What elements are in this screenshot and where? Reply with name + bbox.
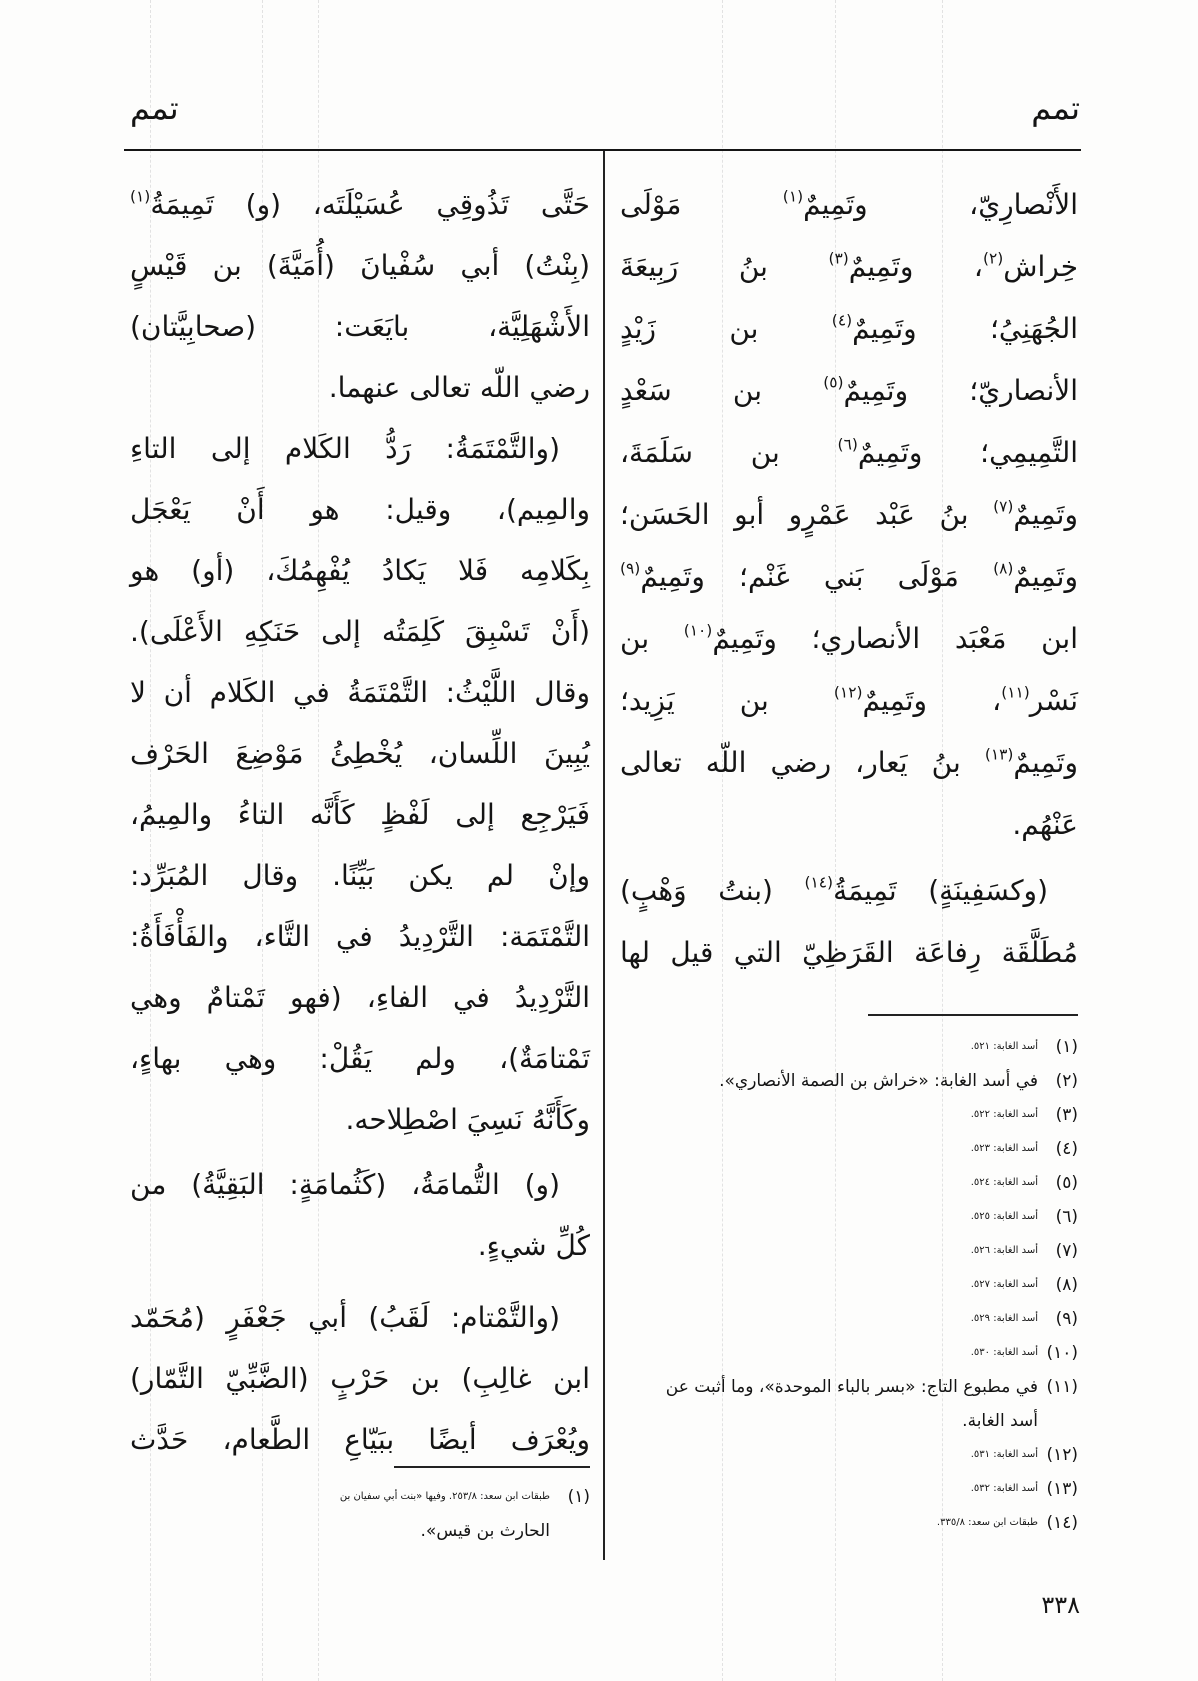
footnote-item <box>648 1200 1078 1234</box>
footnote-text-content: أسد الغابة: ٥٢٦. <box>970 1245 1038 1256</box>
text-line-content <box>130 615 590 648</box>
text-line-content <box>130 1042 590 1075</box>
text-line <box>130 418 590 479</box>
text-line-content <box>130 737 590 770</box>
footnote-number: (٢) <box>1055 1071 1078 1091</box>
footnote-text <box>648 1438 1038 1472</box>
text-line-content <box>620 250 1078 283</box>
text-line-content <box>345 1103 590 1136</box>
footnote-rule-left <box>394 1466 590 1468</box>
footnote-marker: (٣) <box>828 249 849 268</box>
footnote-text <box>648 1336 1038 1370</box>
footnote-text-line <box>648 1472 1038 1506</box>
footnote-number: (١٣) <box>1046 1479 1078 1499</box>
footnote-item <box>648 1302 1078 1336</box>
text-segment: حَتَّى تَذُوقِي عُسَيْلَتَه، (و) تَمِيمَةُ <box>150 188 590 221</box>
text-line <box>130 235 590 296</box>
footnote-text-content: الحارث بن قيس». <box>420 1521 550 1541</box>
text-segment: مَوْلَى <box>620 188 783 221</box>
text-segment: مَوْلَى بَني غَنْم؛ وتَمِيمٌ <box>640 560 994 593</box>
left-column <box>130 174 590 1470</box>
footnote-text-line <box>648 1234 1038 1268</box>
footnote-text-line <box>648 1030 1038 1064</box>
footnote-text-content: أسد الغابة: ٥٢٣. <box>970 1143 1038 1154</box>
text-line-content <box>130 1423 590 1456</box>
text-line-content <box>620 936 1078 969</box>
text-segment: وتَمِيمٌ <box>1013 746 1078 779</box>
text-line <box>130 845 590 906</box>
footnote-text-content: أسد الغابة: ٥٢٢. <box>970 1109 1038 1120</box>
text-segment: ، وتَمِيمٌ <box>862 684 1002 717</box>
footnote-number: (١٠) <box>1046 1343 1078 1363</box>
footnote-text-line <box>648 1506 1038 1540</box>
footnote-text-line <box>648 1438 1038 1472</box>
text-segment: يُبِينَ اللِّسان، يُخْطِئُ مَوْضِعَ الحَرْف <box>130 737 590 770</box>
text-line <box>130 1409 590 1470</box>
footnotes-left <box>128 1480 590 1548</box>
paragraph <box>130 1287 590 1470</box>
paragraph <box>130 418 590 1150</box>
text-line <box>130 967 590 1028</box>
footnote-text-content: أسد الغابة: ٥٢٥. <box>970 1211 1038 1222</box>
footnote-marker: (٦) <box>837 435 858 454</box>
footnote-text-content: أسد الغابة: ٥٢٧. <box>970 1279 1038 1290</box>
text-segment: بنُ عَبْد عَمْرٍو أبو الحَسَن؛ <box>620 498 994 531</box>
footnote-marker: (٧) <box>993 497 1014 516</box>
text-line-content <box>620 498 1078 531</box>
text-segment: بن سَلَمَةَ، <box>620 436 838 469</box>
footnote-text-content: أسد الغابة: ٥٣٠. <box>970 1347 1038 1358</box>
footnote-text-line <box>648 1064 1038 1098</box>
text-line-content <box>620 746 1078 779</box>
text-segment: ، وتَمِيمٌ <box>848 250 983 283</box>
footnote-text-content: طبقات ابن سعد: ٣٣٥/٨. <box>936 1517 1038 1528</box>
footnote-item <box>648 1166 1078 1200</box>
text-line-content <box>130 554 590 587</box>
text-line-content <box>620 874 1048 907</box>
text-segment: الأَشْهَلِيَّة، بايَعَت: (صحابِيَّتان) <box>130 310 590 343</box>
text-line-content <box>478 1229 590 1262</box>
text-line <box>130 1348 590 1409</box>
text-segment: الجُهَنِيُ؛ وتَمِيمٌ <box>852 312 1079 345</box>
text-line-content <box>130 1362 590 1395</box>
text-line <box>620 670 1078 732</box>
footnote-item <box>648 1336 1078 1370</box>
footnote-marker: (١) <box>782 187 804 206</box>
footnote-text-line <box>648 1200 1038 1234</box>
text-line <box>130 174 590 235</box>
footnote-text <box>648 1268 1038 1302</box>
footnote-marker: (١٤) <box>804 873 834 892</box>
footnote-text-content: أسد الغابة: ٥٢٩. <box>970 1313 1038 1324</box>
text-line-content <box>130 249 590 282</box>
footnote-text <box>648 1234 1038 1268</box>
text-line <box>130 906 590 967</box>
text-line-content <box>620 374 1078 407</box>
page-number: ٣٣٨ <box>1041 1591 1080 1619</box>
footnote-marker: (١٢) <box>833 683 863 702</box>
footnote-item <box>648 1098 1078 1132</box>
text-segment: وتَمِيمٌ <box>1013 498 1078 531</box>
text-segment: والمِيم)، وقيل: هو أَنْ يَعْجَل <box>130 493 590 526</box>
text-segment: بن زَيْدٍ <box>620 312 832 345</box>
text-segment: (بنتُ وَهْبٍ) <box>620 874 805 907</box>
text-line <box>620 732 1078 794</box>
text-line-content <box>620 436 1078 469</box>
text-segment: ابن مَعْبَد الأنصاري؛ وتَمِيمٌ <box>712 622 1078 655</box>
text-segment: (وكسَفِينَةٍ) تَمِيمَةُ <box>833 874 1048 907</box>
text-line <box>620 360 1078 422</box>
footnote-number: (٥) <box>1055 1173 1078 1193</box>
text-line <box>620 922 1078 984</box>
text-segment: بنُ رَبِيعَةَ <box>620 250 829 283</box>
text-line-content <box>130 1301 560 1334</box>
text-line <box>620 794 1078 856</box>
footnote-item <box>648 1132 1078 1166</box>
footnote-number: (١) <box>1055 1037 1078 1057</box>
text-line <box>620 546 1078 608</box>
footnote-number: (٤) <box>1055 1139 1078 1159</box>
text-segment: الأنصاريّ؛ وتَمِيمٌ <box>843 374 1079 407</box>
text-line-content <box>130 188 590 221</box>
text-line <box>130 296 590 357</box>
text-line <box>130 1154 590 1215</box>
column-divider <box>603 151 605 1560</box>
footnote-marker: (٥) <box>823 373 844 392</box>
text-line <box>620 608 1078 670</box>
footnotes-right <box>648 1030 1078 1540</box>
text-segment: (و) التُّمامَةُ، (كَثُمامَةٍ: البَقِيَّةُ) من <box>130 1168 560 1201</box>
text-segment: بن سَعْدٍ <box>620 374 824 407</box>
text-segment: التَّرْدِيدُ في الفاءِ، (فهو تَمْتامٌ وهي <box>130 981 590 1014</box>
text-line-content <box>130 493 590 526</box>
paragraph <box>620 860 1078 984</box>
text-segment: بن <box>620 622 684 655</box>
text-line-content <box>130 981 590 1014</box>
text-segment: التَّمِيمِي؛ وتَمِيمٌ <box>857 436 1079 469</box>
footnote-item <box>648 1506 1078 1540</box>
text-segment: بن يَزِيد؛ <box>620 684 834 717</box>
text-line-content <box>130 432 560 465</box>
footnote-marker: (٨) <box>993 559 1014 578</box>
text-segment: عَنْهُم. <box>1012 808 1078 841</box>
footnote-marker: (١) <box>130 187 151 206</box>
footnote-marker: (٢) <box>982 249 1004 268</box>
text-segment: وكَأَنَّهُ نَسِيَ اصْطِلاحه. <box>345 1103 590 1136</box>
text-segment: وقال اللَّيْثُ: التَّمْتَمَةُ في الكَلام أن لا <box>130 676 590 709</box>
text-line <box>130 540 590 601</box>
footnote-text-line <box>648 1336 1038 1370</box>
footnote-text-line <box>648 1268 1038 1302</box>
running-header-right: تمم <box>1031 89 1080 127</box>
footnote-text-content: أسد الغابة: ٥٣٢. <box>970 1483 1038 1494</box>
footnote-text-content: في مطبوع التاج: «بسر بالباء الموحدة»، وما أثبت عن <box>665 1377 1038 1397</box>
footnote-text-content: طبقات ابن سعد: ٢٥٣/٨. وفيها «بنت أبي سفيان بن <box>339 1491 550 1502</box>
footnote-marker: (١٣) <box>984 745 1014 764</box>
footnote-item <box>128 1480 590 1548</box>
text-line <box>620 484 1078 546</box>
footnote-text-content: في أسد الغابة: «خراش بن الصمة الأنصاري». <box>719 1071 1038 1091</box>
footnote-number: (٨) <box>1055 1275 1078 1295</box>
text-line-content <box>620 560 1078 593</box>
text-segment: (والتَّمْتام: لَقَبُ) أبي جَعْفَرٍ (مُحَمّد <box>130 1301 560 1334</box>
footnote-text-line <box>648 1166 1038 1200</box>
footnote-number: (١٤) <box>1046 1513 1078 1533</box>
text-line <box>130 479 590 540</box>
text-segment: ابن غالِبِ) بن حَرْبٍ (الضَّبِّيّ التَّمّار) <box>130 1362 590 1395</box>
footnote-item <box>648 1438 1078 1472</box>
footnote-marker: (١٠) <box>683 621 713 640</box>
text-line <box>130 662 590 723</box>
footnote-item <box>648 1030 1078 1064</box>
text-line-content <box>329 371 590 404</box>
footnote-text-line <box>648 1132 1038 1166</box>
text-line-content <box>130 920 590 953</box>
footnote-text-content: أسد الغابة: ٥٣١. <box>970 1449 1038 1460</box>
text-segment: بِكَلامِه فَلا يَكادُ يُفْهِمُكَ، (أو) هو <box>130 554 590 587</box>
footnote-rule-right <box>868 1014 1078 1016</box>
footnote-number: (٦) <box>1055 1207 1078 1227</box>
text-segment: (أَنْ تَسْبِقَ كَلِمَتُه إلى حَنَكِهِ الأَعْلَى). <box>130 615 590 648</box>
text-line-content <box>620 684 1078 717</box>
footnote-text-content: أسد الغابة. <box>962 1411 1038 1431</box>
text-segment: الأَنْصارِيّ، وتَمِيمٌ <box>803 188 1078 221</box>
footnote-text <box>648 1098 1038 1132</box>
footnote-item <box>648 1472 1078 1506</box>
text-segment: ويُعْرَف أيضًا ببَيّاعِ الطَّعام، حَدَّث <box>130 1423 590 1456</box>
footnote-number: (٩) <box>1055 1309 1078 1329</box>
text-segment: رضي اللّه تعالى عنهما. <box>328 371 590 404</box>
footnote-text <box>648 1472 1038 1506</box>
text-segment: كُلِّ شيءٍ. <box>477 1229 590 1262</box>
paragraph <box>620 174 1078 856</box>
footnote-text <box>648 1506 1038 1540</box>
text-segment: نَسْر <box>1029 684 1078 717</box>
footnote-text <box>648 1370 1038 1438</box>
footnote-text <box>648 1030 1038 1064</box>
text-line-content <box>130 859 590 892</box>
footnote-item <box>648 1370 1078 1438</box>
footnote-marker: (٩) <box>620 559 641 578</box>
footnote-item <box>648 1234 1078 1268</box>
footnote-text-line <box>648 1098 1038 1132</box>
text-segment: فَيَرْجِع إلى لَفْظٍ كَأَنَّه التاءُ والمِيمُ، <box>130 798 590 831</box>
footnote-text <box>648 1132 1038 1166</box>
text-segment: وإنْ لم يكن بَيِّنًا. وقال المُبَرِّد: <box>130 859 590 892</box>
text-line-content <box>130 310 590 343</box>
text-line <box>620 422 1078 484</box>
text-line <box>620 298 1078 360</box>
text-segment: مُطَلَّقَة رِفاعَة القَرَظِيّ التي قيل لها <box>620 936 1078 969</box>
footnote-text-line <box>648 1370 1038 1404</box>
text-line-content <box>130 1168 560 1201</box>
text-line <box>130 723 590 784</box>
footnote-text-content: أسد الغابة: ٥٢١. <box>970 1041 1038 1052</box>
footnote-text-line <box>128 1480 550 1514</box>
text-segment: التَّمْتَمَة: التَّرْدِيدُ في التَّاء، والفَأْفَأَةُ: <box>130 920 590 953</box>
footnote-number: (٧) <box>1055 1241 1078 1261</box>
footnote-text <box>648 1166 1038 1200</box>
text-line <box>130 1215 590 1276</box>
paragraph <box>130 1154 590 1276</box>
running-header-left: تمم <box>130 89 179 127</box>
footnote-number: (١٢) <box>1046 1445 1078 1465</box>
text-line <box>620 174 1078 236</box>
text-line <box>130 784 590 845</box>
footnote-text-content: أسد الغابة: ٥٢٤. <box>970 1177 1038 1188</box>
text-segment: (بِنْتُ) أبي سُفْيانَ (أُمَيَّةَ) بن قَيْسٍ <box>130 249 590 282</box>
footnote-text <box>128 1480 550 1548</box>
text-line-content <box>130 676 590 709</box>
footnote-number: (١) <box>567 1487 590 1507</box>
footnote-text <box>648 1064 1038 1098</box>
footnote-text-line <box>648 1302 1038 1336</box>
text-line-content <box>130 798 590 831</box>
text-segment: بنُ يَعار، رضي اللّه تعالى <box>620 746 985 779</box>
footnote-marker: (٤) <box>831 311 853 330</box>
footnote-number: (٣) <box>1055 1105 1078 1125</box>
text-line <box>130 1287 590 1348</box>
text-line <box>620 860 1078 922</box>
footnote-number: (١١) <box>1046 1377 1078 1397</box>
text-segment: تَمْتامَةٌ)، ولم يَقُلْ: وهي بهاءٍ، <box>130 1042 590 1075</box>
footnote-marker: (١١) <box>1001 683 1030 702</box>
text-line-content <box>620 312 1078 345</box>
text-line <box>130 601 590 662</box>
footnote-text <box>648 1200 1038 1234</box>
text-line <box>130 1028 590 1089</box>
right-column <box>620 174 1078 984</box>
text-segment: خِراش <box>1003 250 1078 283</box>
paragraph <box>130 174 590 418</box>
text-segment: وتَمِيمٌ <box>1013 560 1078 593</box>
text-line <box>130 357 590 418</box>
footnote-item <box>648 1064 1078 1098</box>
text-line <box>130 1089 590 1150</box>
footnote-text-line <box>128 1514 550 1548</box>
text-line-content <box>620 188 1078 221</box>
text-line-content <box>620 622 1078 655</box>
footnote-item <box>648 1268 1078 1302</box>
text-line <box>620 236 1078 298</box>
text-segment: (والتَّمْتَمَةُ: رَدُّ الكَلام إلى التاءِ <box>130 432 560 465</box>
footnote-text-line <box>648 1404 1038 1438</box>
text-line-content <box>1012 808 1078 841</box>
footnote-text <box>648 1302 1038 1336</box>
